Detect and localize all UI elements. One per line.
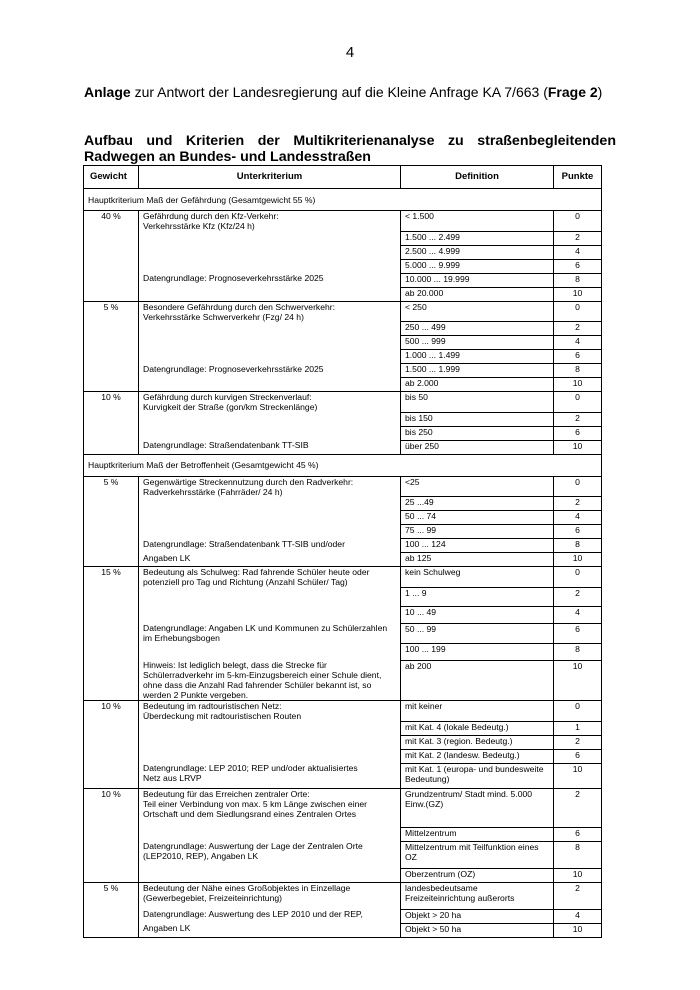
points-cell: 2 bbox=[554, 587, 602, 606]
sub-criterion-text: Datengrundlage: LEP 2010; REP und/oder aktualisiertes bbox=[143, 763, 358, 773]
points-cell: 8 bbox=[554, 643, 602, 660]
table-header-row bbox=[84, 166, 602, 189]
definition-cell: 25 ...49 bbox=[401, 497, 554, 511]
sub-criterion-cell bbox=[139, 440, 401, 454]
sub-criterion-cell bbox=[139, 211, 401, 232]
criterion-row bbox=[84, 749, 602, 763]
definition-cell: < 1.500 bbox=[401, 211, 554, 232]
points-cell: 6 bbox=[554, 259, 602, 273]
definition-cell: kein Schulweg bbox=[401, 567, 554, 588]
sub-criterion-cell bbox=[139, 923, 401, 937]
definition-cell: mit Kat. 3 (region. Bedeutg.) bbox=[401, 735, 554, 749]
criterion-row bbox=[84, 511, 602, 525]
criterion-row bbox=[84, 525, 602, 539]
criterion-row bbox=[84, 721, 602, 735]
sub-criterion-cell bbox=[139, 426, 401, 440]
sub-criterion-cell bbox=[139, 364, 401, 378]
sub-criterion-text: Datengrundlage: Auswertung des LEP 2010 und der REP, bbox=[143, 909, 363, 919]
sub-criterion-text: Datengrundlage: Prognoseverkehrsstärke 2025 bbox=[143, 273, 324, 283]
sub-criterion-text: Gefährdung durch den Kfz-Verkehr: bbox=[143, 211, 279, 221]
sub-criterion-cell bbox=[139, 841, 401, 868]
points-cell: 8 bbox=[554, 841, 602, 868]
points-cell: 2 bbox=[554, 735, 602, 749]
points-cell: 6 bbox=[554, 525, 602, 539]
definition-cell: ab 20.000 bbox=[401, 287, 554, 301]
sub-criterion-cell bbox=[139, 301, 401, 322]
sub-criterion-cell bbox=[139, 735, 401, 749]
points-cell: 10 bbox=[554, 868, 602, 882]
definition-cell: ab 200 bbox=[401, 660, 554, 701]
criterion-row bbox=[84, 301, 602, 322]
sub-criterion-cell bbox=[139, 606, 401, 623]
sub-criterion-text: Datengrundlage: Prognoseverkehrsstärke 2025 bbox=[143, 363, 324, 374]
sub-criterion-text: Gefährdung durch kurvigen Streckenverlauf: bbox=[143, 392, 312, 402]
definition-cell: landesbedeutsame Freizeiteinrichtung außerorts bbox=[401, 882, 554, 909]
weight-cell: 40 % bbox=[84, 211, 139, 302]
criterion-row bbox=[84, 211, 602, 232]
points-cell: 6 bbox=[554, 426, 602, 440]
criterion-row bbox=[84, 841, 602, 868]
definition-cell: 2.500 ... 4.999 bbox=[401, 245, 554, 259]
criterion-row bbox=[84, 606, 602, 623]
points-cell: 2 bbox=[554, 231, 602, 245]
criteria-table bbox=[83, 165, 602, 938]
points-cell: 0 bbox=[554, 211, 602, 232]
points-cell: 2 bbox=[554, 788, 602, 827]
points-cell: 0 bbox=[554, 701, 602, 722]
weight-cell: 15 % bbox=[84, 567, 139, 701]
sub-criterion-cell bbox=[139, 497, 401, 511]
criterion-row bbox=[84, 539, 602, 553]
sub-criterion-text: Verkehrsstärke Schwerverkehr (Fzg/ 24 h) bbox=[143, 311, 304, 322]
points-cell: 4 bbox=[554, 336, 602, 350]
sub-criterion-text: Besondere Gefährdung durch den Schwerverkehr: bbox=[143, 301, 336, 312]
criterion-row bbox=[84, 336, 602, 350]
criterion-row bbox=[84, 909, 602, 923]
points-cell: 8 bbox=[554, 364, 602, 378]
sub-criterion-cell bbox=[139, 412, 401, 426]
points-cell: 10 bbox=[554, 553, 602, 567]
criterion-row bbox=[84, 623, 602, 643]
sub-criterion-text: Angaben LK bbox=[143, 552, 191, 563]
main-criterion-label: Hauptkriterium Maß der Betroffenheit (Gesamtgewicht 45 %) bbox=[84, 454, 602, 476]
sub-criterion-text: Datengrundlage: Auswertung der Lage der Zentralen Orte (LEP2010, REP), Angaben LK bbox=[143, 841, 363, 861]
criterion-row bbox=[84, 788, 602, 827]
points-cell: 2 bbox=[554, 882, 602, 909]
criterion-row bbox=[84, 868, 602, 882]
criterion-row bbox=[84, 273, 602, 287]
sub-criterion-cell bbox=[139, 336, 401, 350]
header-punkte: Punkte bbox=[554, 166, 602, 189]
annex-text: zur Antwort der Landesregierung auf die Kleine Anfrage KA 7/663 ( bbox=[130, 84, 548, 100]
definition-cell: 50 ... 99 bbox=[401, 623, 554, 643]
criterion-row bbox=[84, 322, 602, 336]
definition-cell: 10.000 ... 19.999 bbox=[401, 273, 554, 287]
criterion-row bbox=[84, 412, 602, 426]
criterion-row bbox=[84, 392, 602, 413]
sub-criterion-cell bbox=[139, 623, 401, 643]
sub-criterion-cell bbox=[139, 322, 401, 336]
annex-suffix: ) bbox=[597, 84, 603, 100]
definition-cell: 100 ... 199 bbox=[401, 643, 554, 660]
points-cell: 0 bbox=[554, 567, 602, 588]
definition-cell: 500 ... 999 bbox=[401, 336, 554, 350]
definition-cell: 250 ... 499 bbox=[401, 322, 554, 336]
definition-cell: 75 ... 99 bbox=[401, 525, 554, 539]
sub-criterion-text: Bedeutung der Nähe eines Großobjektes in Einzellage (Gewerbegebiet, Freizeiteinrichtung) bbox=[143, 882, 351, 903]
sub-criterion-cell bbox=[139, 392, 401, 413]
points-cell: 10 bbox=[554, 440, 602, 454]
criterion-row bbox=[84, 567, 602, 588]
sub-criterion-text: Verkehrsstärke Kfz (Kfz/24 h) bbox=[143, 221, 255, 231]
criterion-row bbox=[84, 350, 602, 364]
criterion-row bbox=[84, 587, 602, 606]
points-cell: 2 bbox=[554, 412, 602, 426]
sub-criterion-cell bbox=[139, 587, 401, 606]
sub-criterion-cell bbox=[139, 350, 401, 364]
sub-criterion-text: Datengrundlage: Angaben LK und Kommunen zu Schülerzahlen im Erhebungsbogen bbox=[143, 623, 388, 643]
points-cell: 0 bbox=[554, 392, 602, 413]
sub-criterion-text: Radverkehrsstärke (Fahrräder/ 24 h) bbox=[143, 486, 283, 497]
sub-criterion-cell bbox=[139, 827, 401, 841]
definition-cell: mit Kat. 2 (landesw. Bedeutg.) bbox=[401, 749, 554, 763]
definition-cell: < 250 bbox=[401, 301, 554, 322]
sub-criterion-text: Hinweis: Ist lediglich belegt, dass die Strecke für Schülerradverkehr im 5-km-Einzugsbereich einer Schule dient, ohne dass die Anzahl Rad fahrender Schüler bekannt ist, so werden 2 Punkte vergeben. bbox=[143, 660, 382, 700]
definition-cell: bis 150 bbox=[401, 412, 554, 426]
weight-cell: 5 % bbox=[84, 301, 139, 392]
annex-prefix: Anlage bbox=[84, 84, 131, 100]
section-title: Aufbau und Kriterien der Multikriterienanalyse zu straßenbegleitenden Radwegen an Bundes- und Landesstraßen bbox=[84, 133, 616, 165]
header-unterkriterium: Unterkriterium bbox=[139, 166, 401, 189]
sub-criterion-cell bbox=[139, 909, 401, 923]
sub-criterion-cell bbox=[139, 525, 401, 539]
sub-criterion-text: Gegenwärtige Streckennutzung durch den Radverkehr: bbox=[143, 476, 354, 487]
sub-criterion-text: Datengrundlage: Straßendatenbank TT-SIB bbox=[143, 440, 309, 450]
definition-cell: 1.500 ... 2.499 bbox=[401, 231, 554, 245]
sub-criterion-cell bbox=[139, 245, 401, 259]
definition-cell: ab 2.000 bbox=[401, 378, 554, 392]
weight-cell: 10 % bbox=[84, 788, 139, 882]
sub-criterion-cell bbox=[139, 763, 401, 788]
criterion-row bbox=[84, 476, 602, 497]
points-cell: 6 bbox=[554, 827, 602, 841]
criterion-row bbox=[84, 735, 602, 749]
weight-cell: 10 % bbox=[84, 701, 139, 789]
criterion-row bbox=[84, 763, 602, 788]
page-number: 4 bbox=[345, 44, 355, 61]
criterion-row bbox=[84, 923, 602, 937]
weight-cell: 5 % bbox=[84, 476, 139, 567]
weight-cell: 5 % bbox=[84, 882, 139, 937]
criterion-row bbox=[84, 497, 602, 511]
points-cell: 10 bbox=[554, 763, 602, 788]
definition-cell: 1.000 ... 1.499 bbox=[401, 350, 554, 364]
definition-cell: mit Kat. 1 (europa- und bundesweite Bedeutung) bbox=[401, 763, 554, 788]
sub-criterion-text: Kurvigkeit der Straße (gon/km Streckenlänge) bbox=[143, 402, 318, 412]
header-definition: Definition bbox=[401, 166, 554, 189]
sub-criterion-cell bbox=[139, 882, 401, 909]
definition-cell: 100 ... 124 bbox=[401, 539, 554, 553]
sub-criterion-cell bbox=[139, 868, 401, 882]
sub-criterion-cell bbox=[139, 476, 401, 497]
sub-criterion-cell bbox=[139, 511, 401, 525]
weight-cell: 10 % bbox=[84, 392, 139, 455]
definition-cell: Oberzentrum (OZ) bbox=[401, 868, 554, 882]
sub-criterion-cell bbox=[139, 553, 401, 567]
criterion-row bbox=[84, 553, 602, 567]
criterion-row bbox=[84, 245, 602, 259]
sub-criterion-cell bbox=[139, 660, 401, 701]
criterion-row bbox=[84, 378, 602, 392]
definition-cell: 1 ... 9 bbox=[401, 587, 554, 606]
points-cell: 0 bbox=[554, 301, 602, 322]
table-body bbox=[84, 189, 602, 938]
points-cell: 2 bbox=[554, 322, 602, 336]
points-cell: 4 bbox=[554, 511, 602, 525]
points-cell: 1 bbox=[554, 721, 602, 735]
sub-criterion-cell bbox=[139, 749, 401, 763]
criterion-row bbox=[84, 259, 602, 273]
sub-criterion-text: Teil einer Verbindung von max. 5 km Länge zwischen einer Ortschaft und dem Siedlungsrand eines Zentralen Ortes bbox=[143, 798, 368, 819]
sub-criterion-text: Bedeutung als Schulweg: Rad fahrende Schüler heute oder potenziell pro Tag und Richtung (Anzahl Schüler/ Tag) bbox=[143, 567, 370, 587]
definition-cell: <25 bbox=[401, 476, 554, 497]
criterion-row bbox=[84, 440, 602, 454]
points-cell: 4 bbox=[554, 245, 602, 259]
sub-criterion-cell bbox=[139, 643, 401, 660]
definition-cell: bis 50 bbox=[401, 392, 554, 413]
definition-cell: bis 250 bbox=[401, 426, 554, 440]
definition-cell: 50 ... 74 bbox=[401, 511, 554, 525]
sub-criterion-cell bbox=[139, 378, 401, 392]
sub-criterion-text: Angaben LK bbox=[143, 923, 191, 933]
sub-criterion-cell bbox=[139, 721, 401, 735]
criterion-row bbox=[84, 643, 602, 660]
annex-frage: Frage 2 bbox=[547, 84, 598, 100]
main-criterion-row bbox=[84, 189, 602, 211]
points-cell: 6 bbox=[554, 749, 602, 763]
definition-cell: Objekt > 20 ha bbox=[401, 909, 554, 923]
definition-cell: Objekt > 50 ha bbox=[401, 923, 554, 937]
annex-line bbox=[84, 84, 624, 100]
sub-criterion-text: Bedeutung für das Erreichen zentraler Orte: bbox=[143, 788, 310, 799]
sub-criterion-cell bbox=[139, 231, 401, 245]
definition-cell: 10 ... 49 bbox=[401, 606, 554, 623]
definition-cell: mit Kat. 4 (lokale Bedeutg.) bbox=[401, 721, 554, 735]
sub-criterion-cell bbox=[139, 259, 401, 273]
criterion-row bbox=[84, 882, 602, 909]
sub-criterion-text: Datengrundlage: Straßendatenbank TT-SIB und/oder bbox=[143, 538, 345, 549]
sub-criterion-text: Netz aus LRVP bbox=[143, 773, 202, 783]
points-cell: 8 bbox=[554, 539, 602, 553]
definition-cell: mit keiner bbox=[401, 701, 554, 722]
points-cell: 10 bbox=[554, 923, 602, 937]
points-cell: 6 bbox=[554, 350, 602, 364]
criterion-row bbox=[84, 287, 602, 301]
criterion-row bbox=[84, 231, 602, 245]
sub-criterion-cell bbox=[139, 788, 401, 827]
sub-criterion-cell bbox=[139, 539, 401, 553]
definition-cell: Mittelzentrum bbox=[401, 827, 554, 841]
points-cell: 4 bbox=[554, 606, 602, 623]
points-cell: 4 bbox=[554, 909, 602, 923]
sub-criterion-text: Überdeckung mit radtouristischen Routen bbox=[143, 711, 302, 721]
main-criterion-row bbox=[84, 454, 602, 476]
definition-cell: 5.000 ... 9.999 bbox=[401, 259, 554, 273]
criterion-row bbox=[84, 426, 602, 440]
points-cell: 8 bbox=[554, 273, 602, 287]
definition-cell: 1.500 ... 1.999 bbox=[401, 364, 554, 378]
sub-criterion-cell bbox=[139, 287, 401, 301]
definition-cell: Mittelzentrum mit Teilfunktion eines OZ bbox=[401, 841, 554, 868]
points-cell: 10 bbox=[554, 287, 602, 301]
sub-criterion-cell bbox=[139, 567, 401, 588]
points-cell: 2 bbox=[554, 497, 602, 511]
criterion-row bbox=[84, 364, 602, 378]
sub-criterion-text: Bedeutung im radtouristischen Netz: bbox=[143, 701, 282, 711]
main-criterion-label: Hauptkriterium Maß der Gefährdung (Gesamtgewicht 55 %) bbox=[84, 189, 602, 211]
criterion-row bbox=[84, 701, 602, 722]
points-cell: 10 bbox=[554, 660, 602, 701]
criterion-row bbox=[84, 827, 602, 841]
criterion-row bbox=[84, 660, 602, 701]
sub-criterion-cell bbox=[139, 701, 401, 722]
sub-criterion-cell bbox=[139, 273, 401, 287]
points-cell: 6 bbox=[554, 623, 602, 643]
points-cell: 10 bbox=[554, 378, 602, 392]
header-gewicht: Gewicht bbox=[84, 166, 139, 189]
definition-cell: Grundzentrum/ Stadt mind. 5.000 Einw.(GZ) bbox=[401, 788, 554, 827]
definition-cell: über 250 bbox=[401, 440, 554, 454]
points-cell: 0 bbox=[554, 476, 602, 497]
definition-cell: ab 125 bbox=[401, 553, 554, 567]
